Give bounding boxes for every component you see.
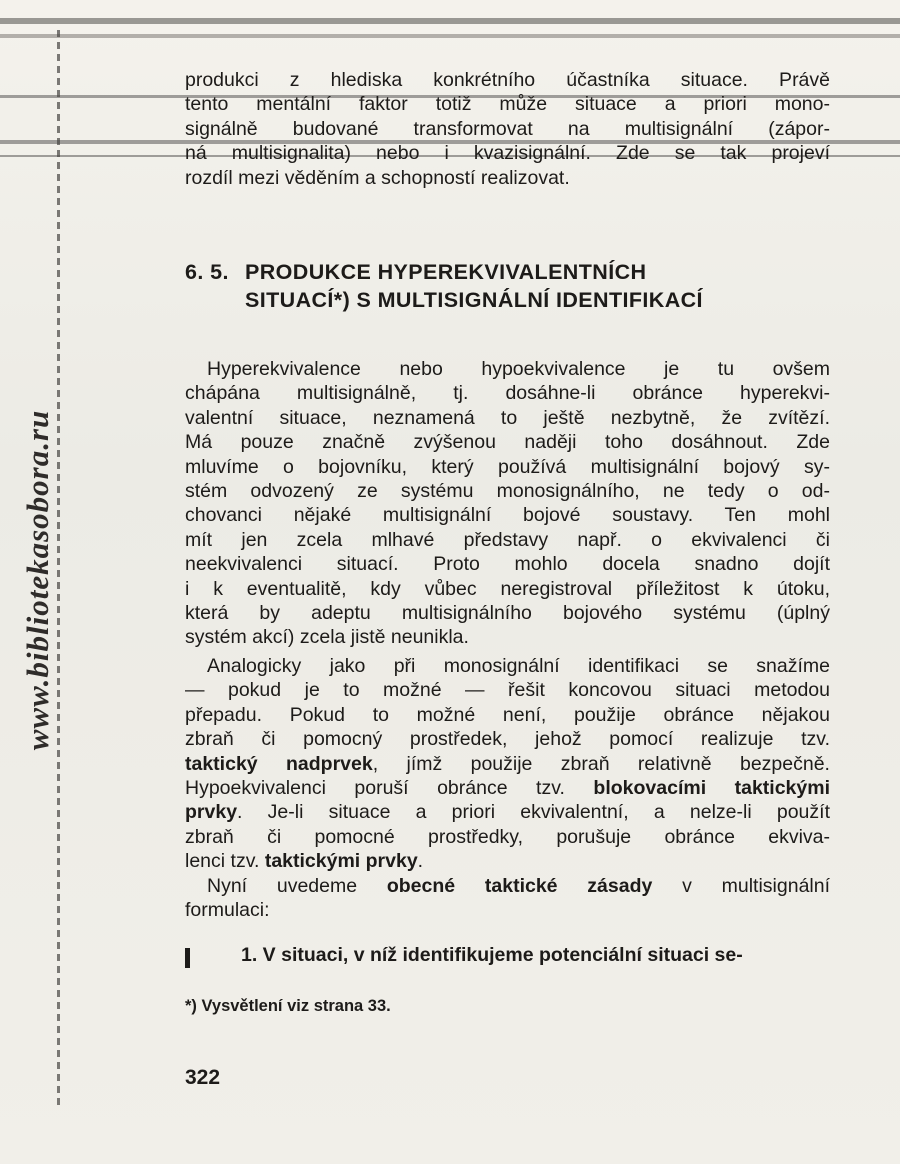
footnote: *) Vysvětlení viz strana 33.: [185, 997, 391, 1015]
text-line: Analogicky jako při monosignální identifikaci se snažíme: [207, 655, 830, 677]
text-line: taktický nadprvek, jímž použije zbraň relativně bezpečně.: [185, 752, 830, 775]
scan-artifact-band: [0, 34, 900, 38]
bold-term: obecné taktické zásady: [386, 875, 653, 897]
text-line: signálně budované transformovat na multisignální (zápor-: [185, 117, 830, 140]
text-line: zbraň či pomocné prostředky, porušuje obránce ekviva-: [185, 825, 830, 848]
text-line: neekvivalenci situací. Proto mohlo docela snadno dojít: [185, 553, 830, 576]
page-number: 322: [185, 1066, 221, 1089]
text-line: valentní situace, neznamená to ještě nezbytně, že zvítězí.: [185, 406, 830, 429]
bold-term: prvky: [185, 801, 238, 824]
paragraph-2: [185, 654, 830, 874]
list-item-text: 1. V situaci, v níž identifikujeme potenciální situaci se-: [241, 944, 743, 966]
text-line: mluvíme o bojovníku, který používá multisignální bojový sy-: [185, 455, 830, 478]
text-line: prvky. Je-li situace a priori ekvivalentní, a nelze-li použít: [185, 801, 830, 824]
watermark: www.bibliotekasobora.ru: [20, 409, 55, 751]
text-line: ná multisignalita) nebo i kvazisignální. Zde se tak projeví: [185, 142, 830, 165]
text-line: produkci z hlediska konkrétního účastníka situace. Právě: [185, 69, 830, 91]
text-line: lenci tzv. taktickými prvky.: [185, 850, 424, 873]
text-line: tento mentální faktor totiž může situace a priori mono-: [185, 93, 830, 116]
bold-term: taktický nadprvek: [185, 752, 373, 775]
section-heading: [185, 258, 703, 314]
top-paragraph: [185, 68, 830, 190]
text-line: mít jen zcela mlhavé představy např. o ekvivalenci či: [185, 528, 830, 551]
text-line: Nyní uvedeme obecné taktické zásady v multisignální: [207, 875, 831, 897]
text-line: která by adeptu multisignálního bojového systému (úplný: [185, 602, 830, 625]
text-line: chovanci nějaké multisignální bojové soustavy. Ten mohl: [185, 504, 830, 527]
heading-line: SITUACÍ*) S MULTISIGNÁLNÍ IDENTIFIKACÍ: [245, 288, 703, 312]
text-line: formulaci:: [185, 899, 270, 922]
scan-artifact-band: [0, 18, 900, 24]
text-line: — pokud je to možné — řešit koncovou situaci metodou: [185, 679, 830, 702]
bold-term: blokovacími taktickými: [593, 777, 831, 800]
text-line: rozdíl mezi věděním a schopností realizovat.: [185, 166, 570, 189]
text-line: chápána multisignálně, tj. dosáhne-li obránce hyperekvi-: [185, 382, 830, 405]
text-line: Má pouze značně zvýšenou naději toho dosáhnout. Zde: [185, 431, 830, 454]
paragraph-3: [185, 874, 830, 923]
margin-bar: [185, 948, 190, 968]
text-line: zbraň či pomocný prostředek, jehož pomocí realizuje tzv.: [185, 728, 830, 751]
scan-margin-line: [57, 30, 60, 1110]
text-line: Hyperekvivalence nebo hypoekvivalence je tu ovšem: [207, 358, 830, 380]
text-line: přepadu. Pokud to možné není, použije obránce nějakou: [185, 703, 830, 726]
section-number: 6. 5.: [185, 260, 229, 284]
bold-term: taktickými prvky: [264, 850, 418, 873]
text-line: stém odvozený ze systému monosignálního, ne tedy o od-: [185, 480, 830, 503]
text-line: i k eventualitě, kdy vůbec neregistroval příležitost k útoku,: [185, 577, 830, 600]
paragraph-1: [185, 357, 830, 650]
text-line: Hypoekvivalenci poruší obránce tzv. blokovacími taktickými: [185, 777, 831, 800]
text-line: systém akcí) zcela jistě neunikla.: [185, 626, 469, 649]
heading-line: PRODUKCE HYPEREKVIVALENTNÍCH: [245, 260, 647, 284]
